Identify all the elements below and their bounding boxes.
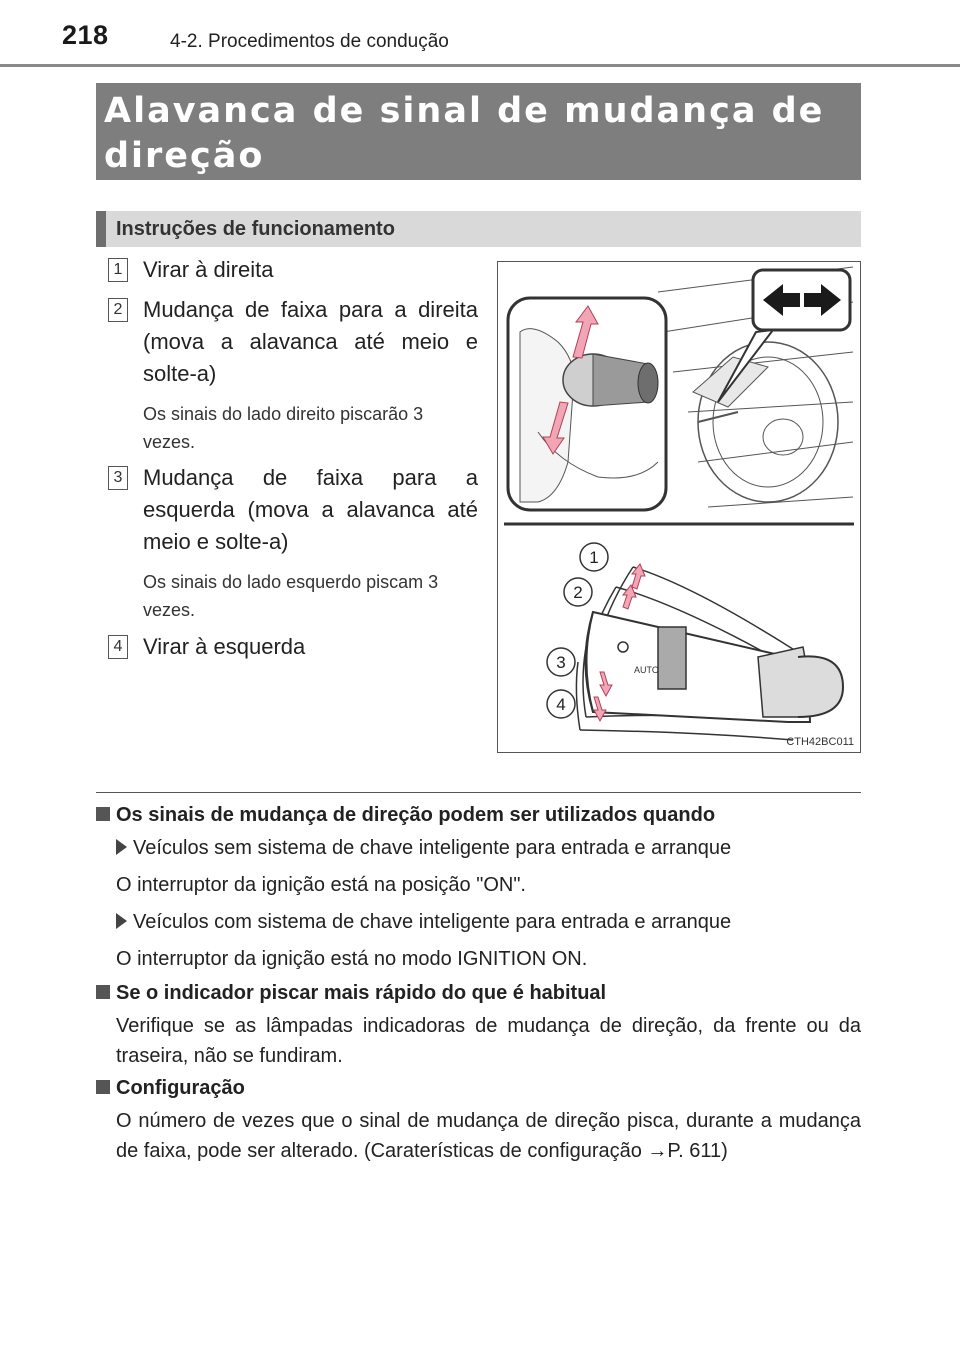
hand-inset — [508, 298, 666, 510]
list-item-4 — [108, 631, 478, 663]
list-item-1 — [108, 254, 478, 286]
square-bullet-icon — [96, 807, 110, 821]
callout-2 — [564, 578, 592, 606]
page-header — [0, 0, 960, 66]
square-bullet-icon — [96, 985, 110, 999]
callout-label: 3 — [556, 653, 566, 672]
callout-3 — [547, 648, 575, 676]
item-number-badge: 1 — [108, 258, 128, 282]
item-text: Mudança de faixa para a direita (mova a alavanca até meio e solte-a) — [143, 297, 478, 386]
callout-4 — [547, 690, 575, 718]
square-bullet-icon — [96, 1080, 110, 1094]
info-section-1 — [96, 800, 861, 974]
info-text: O número de vezes que o sinal de mudança de direção pisca, durante a mudança de faixa, pode ser alterado. (Caraterísticas de configuração →P. 611) — [116, 1110, 861, 1162]
triangle-bullet-icon — [116, 913, 127, 929]
item-text: Virar à direita — [143, 257, 274, 282]
item-number-badge: 3 — [108, 466, 128, 490]
info-text: O interruptor da ignição está no modo IGNITION ON. — [116, 948, 588, 970]
figure-illustration — [498, 262, 860, 752]
lever-markings — [634, 665, 659, 675]
auto-label: AUTO — [634, 665, 659, 675]
section-divider — [96, 792, 861, 793]
item-number-badge: 2 — [108, 298, 128, 322]
item-note: Os sinais do lado direito piscarão 3 vezes. — [143, 404, 424, 452]
item-number-badge: 4 — [108, 635, 128, 659]
list-item-2 — [108, 294, 478, 456]
item-text: Virar à esquerda — [143, 634, 306, 659]
info-heading: Se o indicador piscar mais rápido do que é habitual — [96, 978, 861, 1008]
callout-label: 4 — [556, 695, 566, 714]
info-text: O interruptor da ignição está na posição "ON". — [116, 874, 526, 896]
page-number: 218 — [62, 20, 109, 50]
turn-signal-figure — [497, 261, 861, 753]
triangle-bullet-icon — [116, 839, 127, 855]
figure-code: CTH42BC011 — [786, 736, 854, 748]
header-rule — [0, 64, 960, 67]
lever-diagram — [576, 567, 843, 740]
condition-bullet: Veículos com sistema de chave inteligente para entrada e arranque — [116, 907, 861, 937]
page-title-line1: Alavanca de sinal de mudança de — [104, 91, 825, 131]
page-title — [96, 83, 861, 180]
section-title: 4-2. Procedimentos de condução — [170, 31, 449, 52]
info-text: Verifique se as lâmpadas indicadoras de mudança de direção, da frente ou da traseira, não se fundiram. — [116, 1015, 861, 1067]
item-note: Os sinais do lado esquerdo piscam 3 vezes. — [143, 572, 439, 620]
item-text: Mudança de faixa para a esquerda (mova a alavanca até meio e solte-a) — [143, 465, 478, 554]
list-item-3 — [108, 462, 478, 624]
callout-label: 1 — [589, 548, 599, 567]
condition-bullet: Veículos sem sistema de chave inteligente para entrada e arranque — [116, 833, 861, 863]
callout-label: 2 — [573, 583, 583, 602]
info-heading: Os sinais de mudança de direção podem ser utilizados quando — [96, 800, 861, 830]
callout-1 — [580, 543, 608, 571]
info-section-2 — [96, 978, 861, 1071]
subheader: Instruções de funcionamento — [96, 211, 861, 247]
page-title-line2: direção — [104, 136, 265, 176]
info-section-3 — [96, 1073, 861, 1166]
info-heading: Configuração — [96, 1073, 861, 1103]
